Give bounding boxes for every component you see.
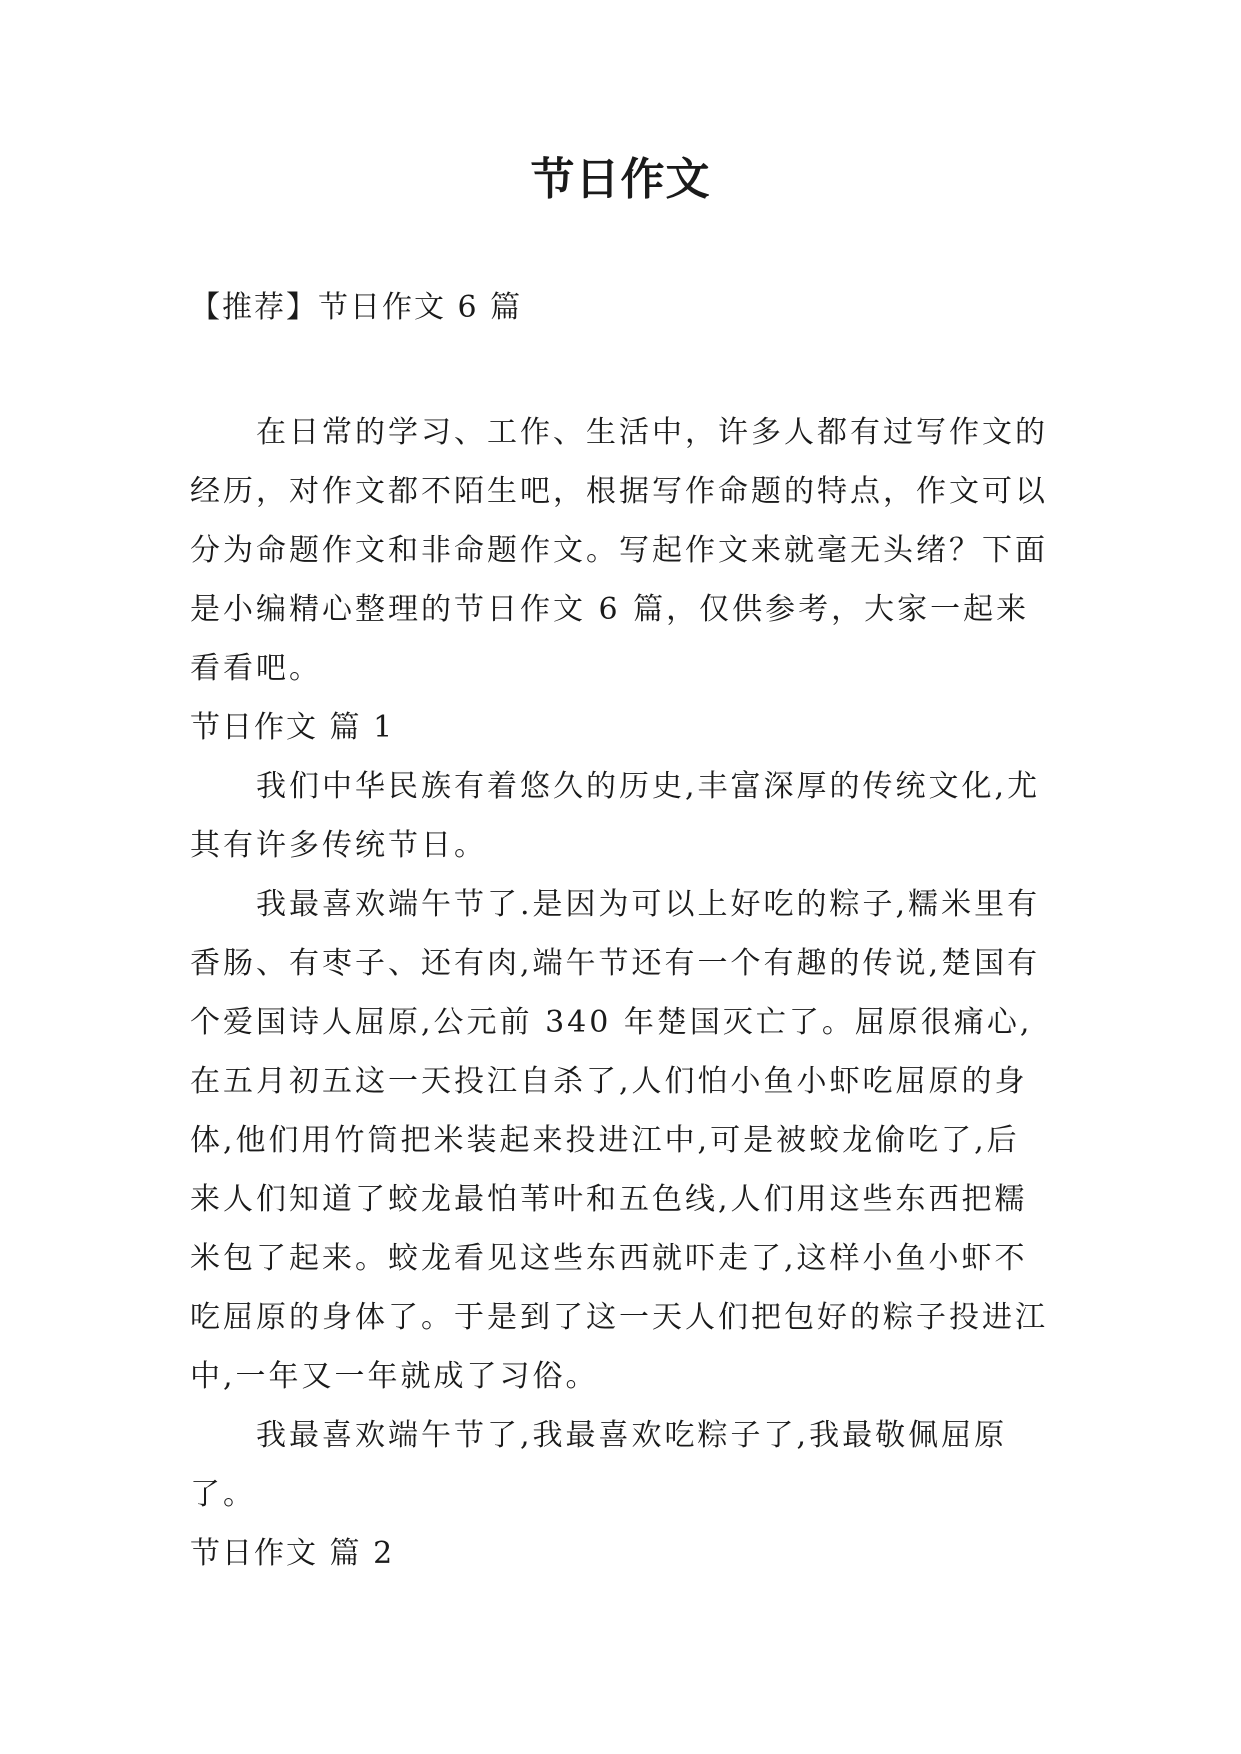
intro-paragraph: 在日常的学习、工作、生活中，许多人都有过写作文的经历，对作文都不陌生吧，根据写作命题的特点，作文可以分为命题作文和非命题作文。写起作文来就毫无头绪？下面是小编精心整理的节日作文 6 篇，仅供参考，大家一起来看看吧。 [190, 415, 1048, 686]
body-paragraph: 我们中华民族有着悠久的历史,丰富深厚的传统文化,尤其有许多传统节日。 [190, 769, 1041, 863]
body-paragraph: 我最喜欢端午节了,我最喜欢吃粽子了,我最敬佩屈原了。 [190, 1418, 1008, 1512]
page-title: 节日作文 [530, 154, 711, 205]
body-paragraph: 我最喜欢端午节了.是因为可以上好吃的粽子,糯米里有香肠、有枣子、还有肉,端午节还有一个有趣的传说,楚国有个爱国诗人屈原,公元前 340 年楚国灭亡了。屈原很痛心,在五月初五这一天投江自杀了,人们怕小鱼小虾吃屈原的身体,他们用竹筒把米装起来投进江中,可是被蛟龙偷吃了,后来人们知道了蛟龙最怕苇叶和五色线,人们用这些东西把糯米包了起来。蛟龙看见这些东西就吓走了,这样小鱼小虾不吃屈原的身体了。于是到了这一天人们把包好的粽子投进江中,一年又一年就成了习俗。 [190, 887, 1048, 1394]
document-body [190, 403, 1050, 1583]
document-subtitle: 【推荐】节日作文 6 篇 [190, 290, 523, 325]
section-heading: 节日作文 篇 1 [190, 710, 395, 745]
section-heading: 节日作文 篇 2 [190, 1536, 395, 1571]
